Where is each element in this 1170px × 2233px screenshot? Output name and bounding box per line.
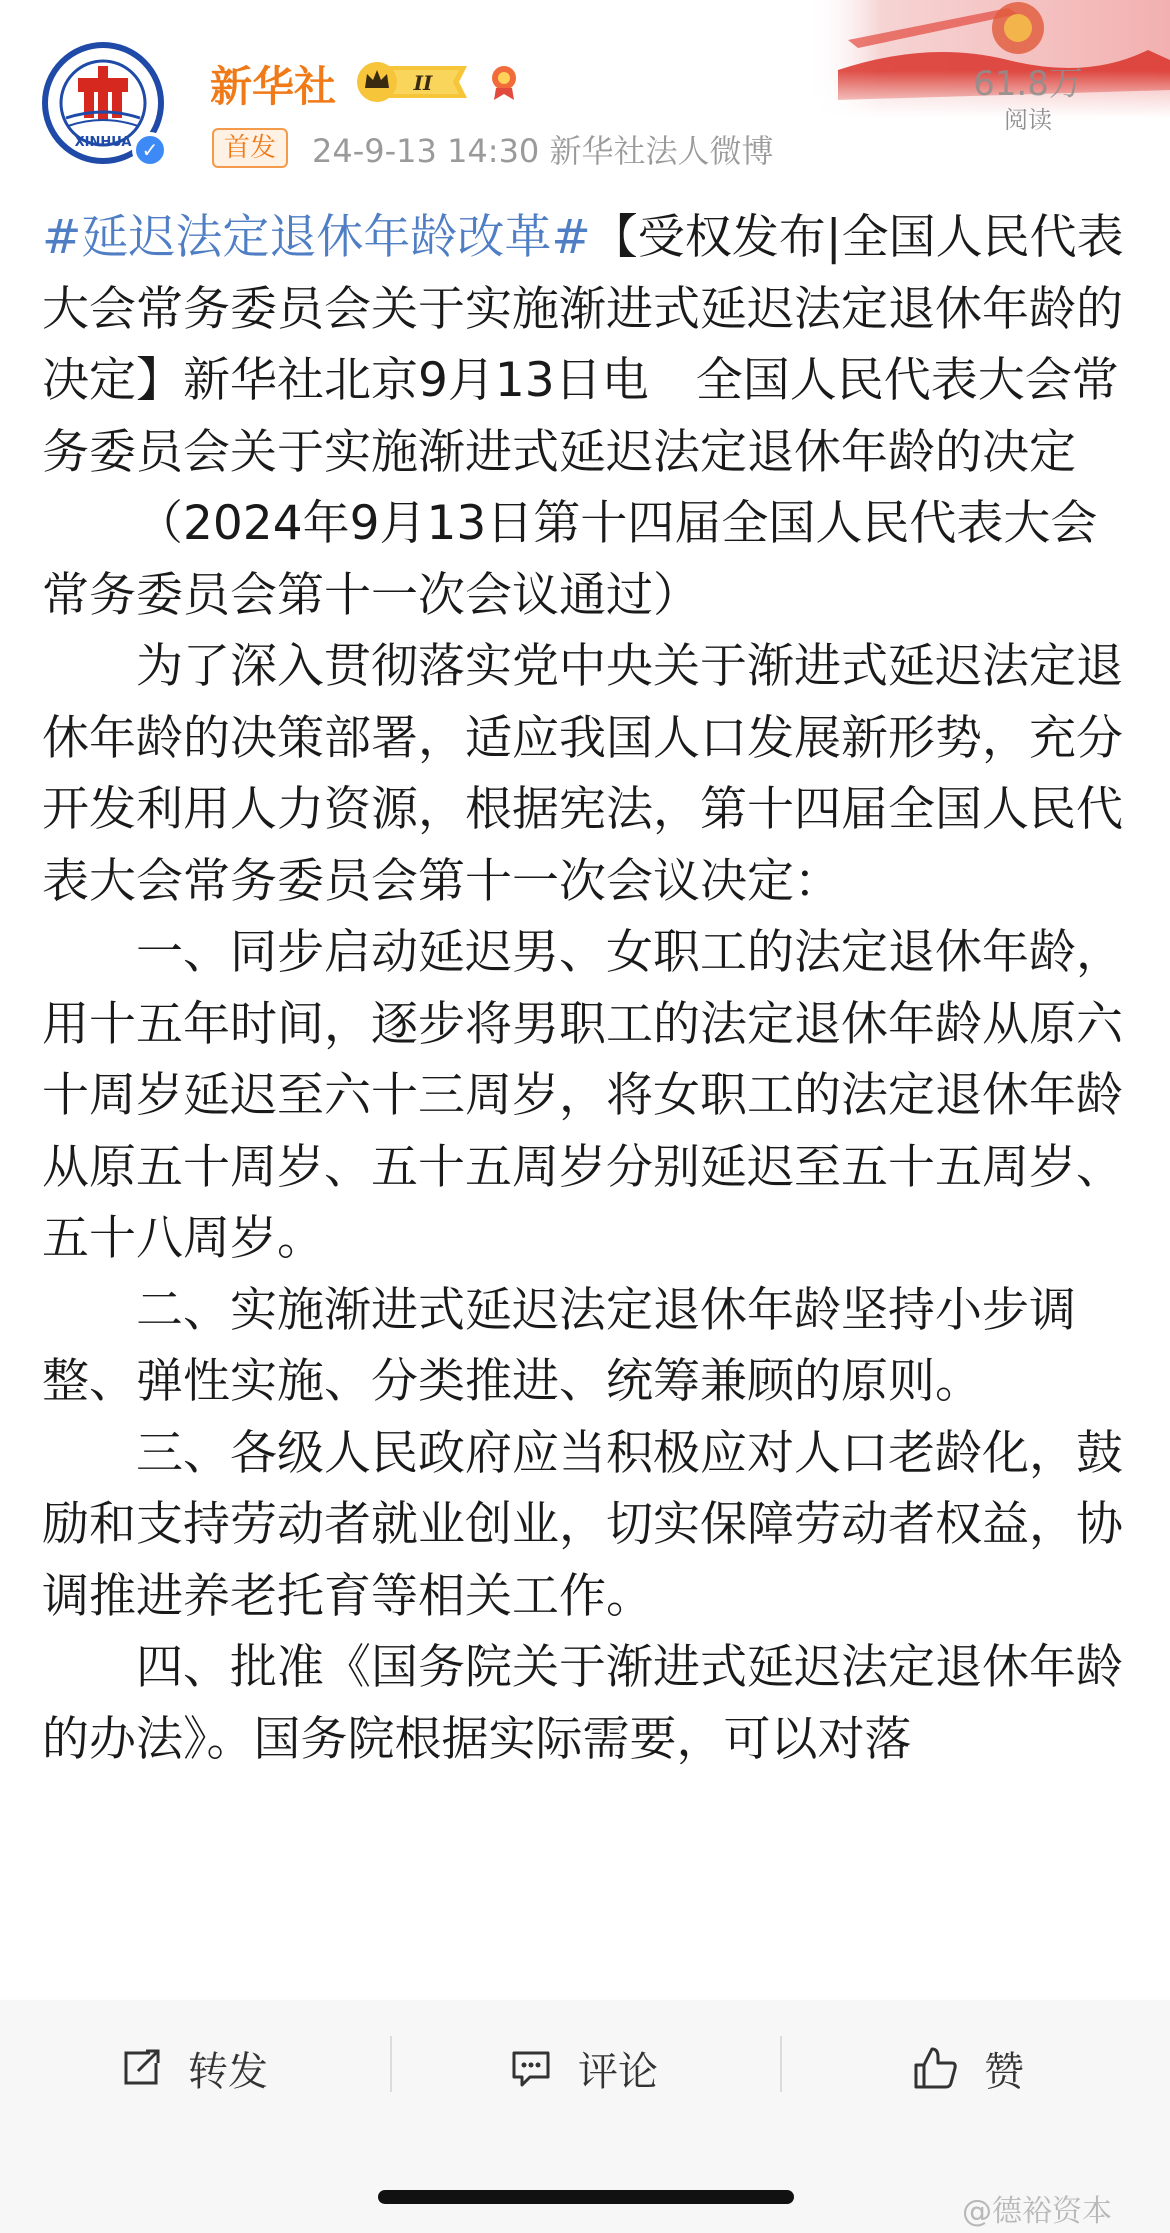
post-paragraph-3: 为了深入贯彻落实党中央关于渐进式延迟法定退休年龄的决策部署，适应我国人口发展新形势，充分开发利用人力资源，根据宪法，第十四届全国人民代表大会常务委员会第十一次会议决定： [42, 639, 1123, 909]
view-count-label: 阅读 [1004, 106, 1052, 134]
action-divider [780, 2036, 782, 2092]
repost-icon [120, 2047, 162, 2089]
like-button[interactable] [912, 2040, 1024, 2096]
avatar-text: XINHUA [74, 135, 132, 150]
post-paragraph-1 [42, 202, 1132, 488]
first-release-tag: 首发 [212, 128, 288, 168]
comment-label: 评论 [578, 2048, 658, 2095]
account-name[interactable]: 新华社 [210, 62, 337, 111]
post-paragraph-6: 三、各级人民政府应当积极应对人口老龄化，鼓励和支持劳动者就业创业，切实保障劳动者权益，协调推进养老托育等相关工作。 [42, 1425, 1123, 1624]
post-paragraph-5: 二、实施渐进式延迟法定退休年龄坚持小步调整、弹性实施、分类推进、统筹兼顾的原则。 [42, 1282, 1076, 1409]
post-header [0, 0, 1170, 170]
honor-medal-icon[interactable] [486, 62, 522, 102]
post-content [42, 202, 1132, 1775]
action-divider [390, 2036, 392, 2092]
post-paragraph-2: （2024年9月13日第十四届全国人民代表大会常务委员会第十一次会议通过） [42, 496, 1098, 623]
badge-level-text: II [413, 71, 433, 95]
paragraph-text: 【受权发布|全国人民代表大会常务委员会关于实施渐进式延迟法定退休年龄的决定】新华社北京9月13日电 全国人民代表大会常务委员会关于实施渐进式延迟法定退休年龄的决定 [42, 210, 1124, 480]
comment-button[interactable] [510, 2040, 658, 2096]
crown-level-badge-icon[interactable] [355, 60, 473, 104]
view-count: 61.8万 [973, 64, 1083, 104]
hashtag-link[interactable]: #延迟法定退休年龄改革# [42, 210, 591, 265]
home-indicator[interactable] [378, 2190, 794, 2204]
thumbs-up-icon [912, 2045, 958, 2091]
watermark-text: @德裕资本 [962, 2194, 1112, 2229]
post-paragraph-4: 一、同步启动延迟男、女职工的法定退休年龄，用十五年时间，逐步将男职工的法定退休年龄从原六十周岁延迟至六十三周岁，将女职工的法定退休年龄从原五十周岁、五十五周岁分别延迟至五十五周岁、五十八周岁。 [42, 925, 1123, 1266]
like-label: 赞 [984, 2048, 1024, 2095]
post-paragraph-7: 四、批准《国务院关于渐进式延迟法定退休年龄的办法》。国务院根据实际需要，可以对落 [42, 1640, 1123, 1767]
post-meta: 24-9-13 14:30 新华社法人微博 [312, 132, 774, 170]
verified-icon: ✓ [132, 132, 168, 168]
repost-button[interactable] [120, 2040, 268, 2096]
comment-icon [510, 2047, 552, 2089]
repost-label: 转发 [188, 2048, 268, 2095]
